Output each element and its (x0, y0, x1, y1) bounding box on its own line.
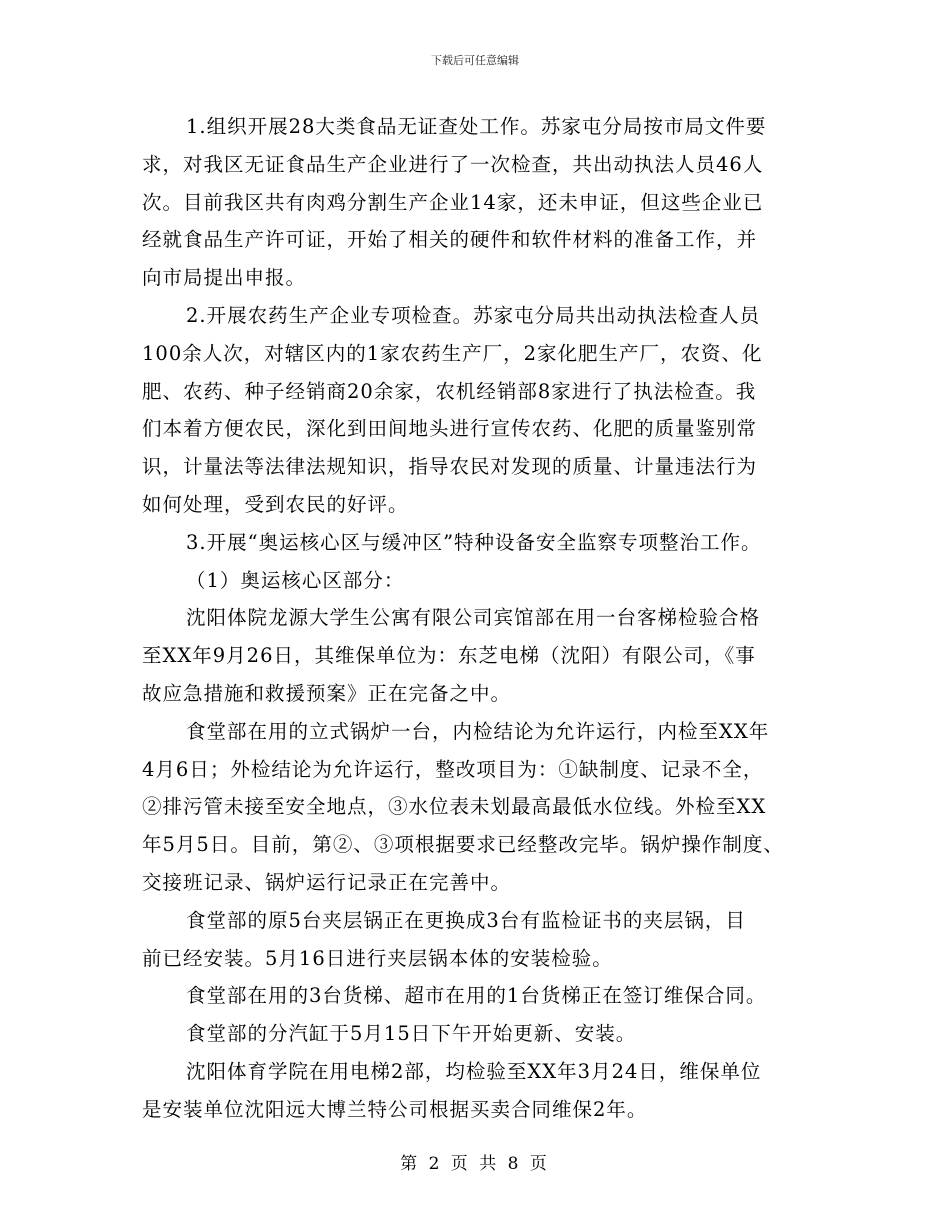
body-line: ②排污管未接至安全地点，③水位表未划最高最低水位线。外检至XX (142, 795, 767, 819)
body-line: 4月6日；外检结论为允许运行，整改项目为：①缺制度、记录不全， (142, 757, 764, 781)
body-line: （1）奥运核心区部分： (186, 568, 405, 592)
body-line: 100余人次，对辖区内的1家农药生产厂，2家化肥生产厂，农资、化 (142, 341, 763, 365)
body-line: 交接班记录、锅炉运行记录正在完善中。 (142, 870, 512, 894)
body-line: 食堂部的分汽缸于5月15日下午开始更新、安装。 (186, 1022, 637, 1046)
body-line: 食堂部的原5台夹层锅正在更换成3台有监检证书的夹层锅，目 (186, 908, 746, 932)
body-line: 故应急措施和救援预案》正在完备之中。 (142, 681, 512, 705)
body-line: 是安装单位沈阳远大博兰特公司根据买卖合同维保2年。 (142, 1097, 648, 1121)
page-number-footer: 第 2 页 共 8 页 (400, 1154, 550, 1174)
body-line: 2.开展农药生产企业专项检查。苏家屯分局共出动执法检查人员 (186, 303, 761, 327)
body-line: 求，对我区无证食品生产企业进行了一次检查，共出动执法人员46人 (142, 152, 764, 176)
body-line: 如何处理，受到农民的好评。 (142, 492, 409, 516)
body-line: 1.组织开展28大类食品无证查处工作。苏家屯分局按市局文件要 (186, 115, 767, 138)
body-line: 识，计量法等法律法规知识，指导农民对发现的质量、计量违法行为 (142, 455, 758, 479)
body-line: 食堂部在用的立式锅炉一台，内检结论为允许运行，内检至XX年 (186, 719, 770, 743)
body-line: 3.开展“奥运核心区与缓冲区”特种设备安全监察专项整治工作。 (186, 530, 762, 554)
body-line: 食堂部在用的3台货梯、超市在用的1台货梯正在签订维保合同。 (186, 984, 767, 1008)
body-line: 至XX年9月26日，其维保单位为：东芝电梯（沈阳）有限公司，《事 (142, 644, 756, 668)
body-line: 沈阳体育学院在用电梯2部，均检验至XX年3月24日，维保单位 (186, 1059, 762, 1083)
body-line: 肥、农药、种子经销商20余家，农机经销部8家进行了执法检查。我 (142, 379, 757, 403)
body-line: 次。目前我区共有肉鸡分割生产企业14家，还未申证，但这些企业已 (142, 190, 764, 214)
body-line: 前已经安装。5月16日进行夹层锅本体的安装检验。 (142, 946, 613, 970)
document-body (142, 108, 814, 1129)
page-header-note: 下载后可任意编辑 (431, 54, 519, 67)
body-line: 经就食品生产许可证，开始了相关的硬件和软件材料的准备工作，并 (142, 228, 758, 252)
body-line: 们本着方便农民，深化到田间地头进行宣传农药、化肥的质量鉴别常 (142, 417, 758, 441)
body-line: 向市局提出申报。 (142, 266, 307, 290)
body-line: 沈阳体院龙源大学生公寓有限公司宾馆部在用一台客梯检验合格 (186, 606, 761, 630)
body-line: 年5月5日。目前，第②、③项根据要求已经整改完毕。锅炉操作制度、 (142, 833, 784, 857)
